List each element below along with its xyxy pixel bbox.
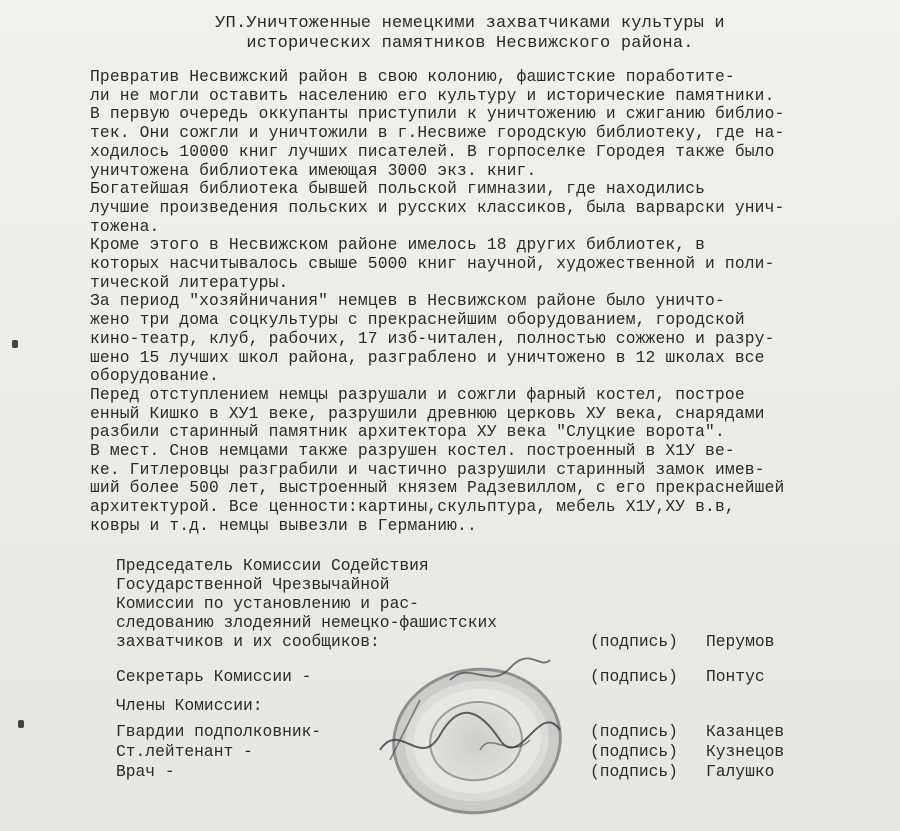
body-line: разбили старинный памятник архитектора ХУ века "Слуцкие ворота". bbox=[90, 422, 725, 442]
body-line: ходилось 10000 книг лучших писателей. В горпоселке Городея также было bbox=[90, 141, 775, 161]
chairman-title-line: Государственной Чрезвычайной bbox=[116, 575, 390, 594]
secretary-sign-note: (подпись) bbox=[590, 667, 678, 686]
handwritten-signature-icon bbox=[360, 640, 620, 800]
body-line: ке. Гитлеровцы разграбили и частично разрушили старинный замок имев- bbox=[90, 459, 765, 479]
body-line: оборудование. bbox=[90, 366, 219, 386]
body-line: лучшие произведения польских и русских классиков, была варварски унич- bbox=[90, 197, 785, 217]
chairman-title-line: Комиссии по установлению и рас- bbox=[116, 594, 419, 613]
chairman-sign-note: (подпись) bbox=[590, 632, 678, 651]
body-line: ли не могли оставить населению его культуру и исторические памятники. bbox=[90, 85, 775, 105]
body-line: Перед отступлением немцы разрушали и сожгли фарный костел, построе bbox=[90, 384, 745, 404]
signature-block: Председатель Комиссии Содействия Государственной Чрезвычайной Комиссии по установлению и рас- следованию злодеяний немецко-фашистских захватчиков и их сообщиков: (подпись) Перумов Секретарь Комиссии - (подпись) Понтус Члены Комиссии: Гвардии подполковник- (подпись) Казанцев Ст.лейтенант - (подпись) Кузнецов Врач - (подпись) Галушко bbox=[116, 556, 785, 781]
secretary-role: Секретарь Комиссии - bbox=[116, 667, 312, 686]
body-line: архитектурой. Все ценности:картины,скульптура, мебель Х1У,ХУ в.в, bbox=[90, 497, 735, 517]
chairman-title-line: Председатель Комиссии Содействия bbox=[116, 556, 429, 575]
body-line: тической литературы. bbox=[90, 272, 289, 292]
body-line: уничтожена библиотека имеющая 3000 экз. книг. bbox=[90, 160, 537, 180]
body-line: Богатейшая библиотека бывшей польской гимназии, где находились bbox=[90, 179, 706, 199]
member-role: Врач - bbox=[116, 762, 175, 781]
member-sign-note: (подпись) bbox=[590, 742, 678, 761]
body-line: тожена. bbox=[90, 216, 160, 236]
body-line: тек. Они сожгли и уничтожили в г.Несвиже городскую библиотеку, где на- bbox=[90, 123, 785, 143]
body-line: шено 15 лучших школ района, разграблено и уничтожено в 12 школах все bbox=[90, 347, 765, 367]
body-line: Превратив Несвижский район в свою колонию, фашистские поработите- bbox=[90, 67, 735, 86]
body-line: ший более 500 лет, выстроенный князем Радзевиллом, с его прекраснейшей bbox=[90, 478, 785, 498]
secretary-name: Понтус bbox=[706, 667, 765, 686]
binder-hole-mark bbox=[12, 340, 18, 348]
member-sign-note: (подпись) bbox=[590, 762, 678, 781]
member-name: Галушко bbox=[706, 762, 775, 781]
body-line: енный Кишко в ХУ1 веке, разрушили древнюю церковь ХУ века, снарядами bbox=[90, 403, 765, 423]
chairman-title bbox=[116, 556, 586, 651]
chairman-name: Перумов bbox=[706, 632, 775, 651]
body-line: В мест. Снов немцами также разрушен костел. построенный в Х1У ве- bbox=[90, 441, 735, 461]
body-line: кино-театр, клуб, рабочих, 17 изб-читален, полностью сожжено и разру- bbox=[90, 328, 775, 348]
chairman-title-line: следованию злодеяний немецко-фашистских bbox=[116, 613, 498, 632]
document-body bbox=[90, 68, 870, 536]
binder-hole-mark bbox=[18, 720, 24, 728]
body-line: За период "хозяйничания" немцев в Несвижском районе было уничто- bbox=[90, 291, 725, 311]
body-line: ковры и т.д. немцы вывезли в Германию.. bbox=[90, 515, 477, 535]
member-sign-note: (подпись) bbox=[590, 722, 678, 741]
member-name: Кузнецов bbox=[706, 742, 785, 761]
body-line: которых насчитывалось свыше 5000 книг научной, художественной и поли- bbox=[90, 254, 775, 274]
chairman-title-line: захватчиков и их сообщиков: bbox=[116, 632, 380, 651]
body-line: В первую очередь оккупанты приступили к уничтожению и сжиганию библио- bbox=[90, 104, 785, 124]
member-role: Ст.лейтенант - bbox=[116, 742, 253, 761]
title-line-2: исторических памятников Несвижского района. bbox=[246, 34, 694, 53]
body-line: жено три дома соцкультуры с прекраснейшим оборудованием, городской bbox=[90, 310, 745, 330]
title-line-1: УП.Уничтоженные немецкими захватчиками культуры и bbox=[215, 14, 725, 33]
document-title bbox=[120, 14, 820, 54]
body-line: Кроме этого в Несвижском районе имелось 18 других библиотек, в bbox=[90, 235, 706, 255]
member-role: Гвардии подполковник- bbox=[116, 722, 322, 741]
member-name: Казанцев bbox=[706, 722, 785, 741]
